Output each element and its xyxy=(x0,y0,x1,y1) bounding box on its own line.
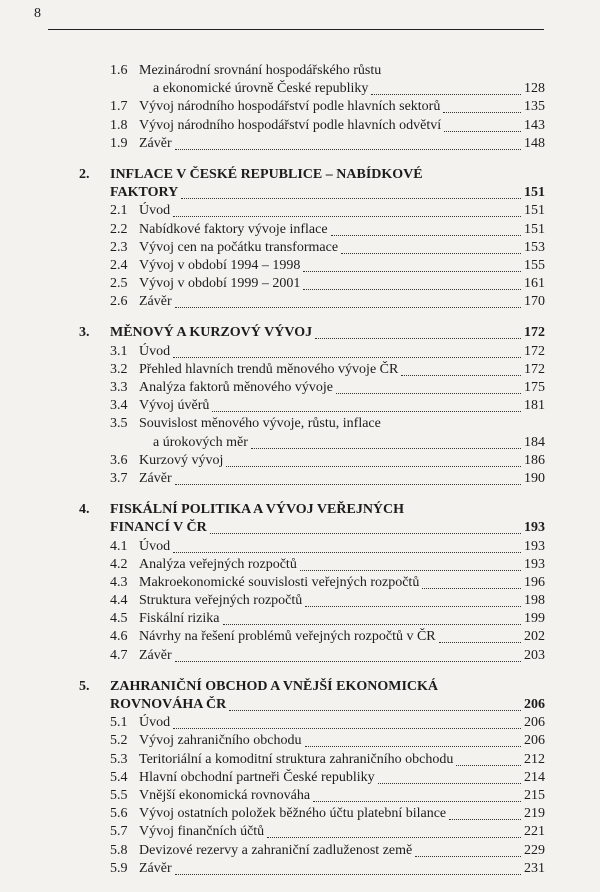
toc-entry xyxy=(0,80,600,98)
entry-title: INFLACE V ČESKÉ REPUBLICE – NABÍDKOVÉ xyxy=(110,166,423,182)
dot-leader xyxy=(175,660,521,662)
entry-title: Analýza faktorů měnového vývoje xyxy=(139,380,333,395)
entry-title: Závěr xyxy=(139,470,172,486)
dot-leader xyxy=(300,569,521,571)
toc-entry xyxy=(0,397,600,415)
dot-leader xyxy=(444,130,521,132)
toc-entry xyxy=(0,592,600,610)
entry-page: 161 xyxy=(524,276,545,292)
dot-leader xyxy=(401,374,521,376)
entry-number: 5.8 xyxy=(110,842,128,858)
entry-page: 206 xyxy=(524,733,545,749)
entry-page: 193 xyxy=(524,556,545,572)
entry-number: 5.4 xyxy=(110,769,128,785)
entry-number: 2.4 xyxy=(110,257,128,273)
entry-page: 135 xyxy=(524,99,545,115)
toc-entry xyxy=(0,239,600,257)
dot-leader xyxy=(223,623,522,625)
entry-number: 4.3 xyxy=(110,574,128,590)
dot-leader xyxy=(305,605,521,607)
entry-page: 151 xyxy=(524,203,545,219)
entry-number: 4. xyxy=(79,502,90,518)
entry-title: Devizové rezervy a zahraniční zadluženost země xyxy=(139,842,413,858)
entry-number: 3. xyxy=(79,325,90,341)
dot-leader xyxy=(173,551,521,553)
entry-title: Úvod xyxy=(139,538,171,554)
toc-entry xyxy=(0,842,600,860)
dot-leader xyxy=(303,270,521,272)
section-gap xyxy=(0,311,600,324)
entry-page: 186 xyxy=(524,452,545,468)
dot-leader xyxy=(229,709,521,711)
entry-title: FISKÁLNÍ POLITIKA A VÝVOJ VEŘEJNÝCH xyxy=(110,502,405,518)
dot-leader xyxy=(251,447,521,449)
toc-entry xyxy=(0,361,600,379)
toc-entry xyxy=(0,556,600,574)
entry-page: 151 xyxy=(524,221,545,237)
entry-title: Vývoj zahraničního obchodu xyxy=(139,733,302,749)
entry-page: 172 xyxy=(524,325,545,341)
entry-title: FAKTORY xyxy=(110,185,179,201)
entry-number: 5.5 xyxy=(110,787,128,803)
dot-leader xyxy=(226,465,521,467)
entry-number: 2.3 xyxy=(110,239,128,255)
toc-entry xyxy=(0,117,600,135)
entry-page: 198 xyxy=(524,593,545,609)
toc-entry xyxy=(0,221,600,239)
toc-entry xyxy=(0,769,600,787)
entry-title: MĚNOVÝ A KURZOVÝ VÝVOJ xyxy=(110,325,313,341)
toc-entry xyxy=(0,202,600,220)
entry-page: 203 xyxy=(524,647,545,663)
entry-page: 190 xyxy=(524,470,545,486)
entry-title: Vývoj ostatních položek běžného účtu platební bilance xyxy=(139,806,447,822)
entry-number: 3.5 xyxy=(110,416,128,432)
entry-page: 215 xyxy=(524,787,545,803)
toc-entry xyxy=(0,647,600,665)
toc-entry xyxy=(0,275,600,293)
entry-number: 2.6 xyxy=(110,294,128,310)
entry-number: 3.2 xyxy=(110,361,128,377)
entry-number: 4.2 xyxy=(110,556,128,572)
entry-page: 219 xyxy=(524,806,545,822)
entry-title: Závěr xyxy=(139,135,172,151)
entry-title: Kurzový vývoj xyxy=(139,452,224,468)
entry-page: 153 xyxy=(524,239,545,255)
entry-page: 221 xyxy=(524,824,545,840)
entry-title: Přehled hlavních trendů měnového vývoje ČR xyxy=(139,361,399,377)
entry-number: 5.6 xyxy=(110,806,128,822)
dot-leader xyxy=(212,410,521,412)
toc-entry xyxy=(0,62,600,80)
dot-leader xyxy=(267,836,521,838)
entry-number: 1.9 xyxy=(110,135,128,151)
entry-number: 4.4 xyxy=(110,593,128,609)
toc-entry xyxy=(0,538,600,556)
entry-number: 4.1 xyxy=(110,538,128,554)
entry-page: 184 xyxy=(524,434,545,450)
entry-title: Fiskální rizika xyxy=(139,611,220,627)
dot-leader xyxy=(173,215,521,217)
entry-number: 2.2 xyxy=(110,221,128,237)
entry-page: 151 xyxy=(524,185,545,201)
section-gap xyxy=(0,488,600,501)
entry-title: Analýza veřejných rozpočtů xyxy=(139,556,297,572)
entry-title: ROVNOVÁHA ČR xyxy=(110,697,227,712)
toc-entry xyxy=(0,257,600,275)
entry-page: 193 xyxy=(524,538,545,554)
entry-number: 3.6 xyxy=(110,452,128,468)
entry-page: 148 xyxy=(524,135,545,151)
entry-page: 143 xyxy=(524,117,545,133)
dot-leader xyxy=(371,93,521,95)
toc-chapter-entry xyxy=(0,696,600,714)
toc-entry xyxy=(0,714,600,732)
entry-title: FINANCÍ V ČR xyxy=(110,520,207,536)
entry-title: Vývoj úvěrů xyxy=(139,398,210,414)
toc-chapter-entry xyxy=(0,166,600,184)
entry-title: Mezinárodní srovnání hospodářského růstu xyxy=(139,63,382,78)
entry-number: 2.5 xyxy=(110,276,128,292)
dot-leader xyxy=(173,727,521,729)
entry-title: Závěr xyxy=(139,294,172,310)
dot-leader xyxy=(305,745,521,747)
entry-title: Vývoj národního hospodářství podle hlavních sektorů xyxy=(139,99,441,115)
entry-title: Vývoj v období 1999 – 2001 xyxy=(139,276,301,292)
section-gap xyxy=(0,665,600,678)
entry-number: 3.7 xyxy=(110,470,128,486)
toc-chapter-entry xyxy=(0,184,600,202)
entry-title: Vnější ekonomická rovnováha xyxy=(139,787,311,803)
toc-entry xyxy=(0,470,600,488)
entry-title: Hlavní obchodní partneři České republiky xyxy=(139,769,375,785)
entry-title: Nabídkové faktory vývoje inflace xyxy=(139,221,328,237)
toc-entry xyxy=(0,343,600,361)
entry-page: 172 xyxy=(524,343,545,359)
dot-leader xyxy=(443,111,521,113)
dot-leader xyxy=(175,873,521,875)
entry-number: 1.6 xyxy=(110,63,128,78)
dot-leader xyxy=(456,764,521,766)
entry-title: Vývoj cen na počátku transformace xyxy=(139,239,339,255)
entry-title: Struktura veřejných rozpočtů xyxy=(139,593,303,609)
entry-page: 202 xyxy=(524,629,545,645)
toc-chapter-entry xyxy=(0,324,600,342)
entry-number: 4.7 xyxy=(110,647,128,663)
dot-leader xyxy=(173,356,521,358)
entry-number: 5.9 xyxy=(110,860,128,876)
toc-entry xyxy=(0,415,600,433)
table-of-contents xyxy=(0,62,600,878)
entry-number: 5.3 xyxy=(110,751,128,767)
entry-title: Úvod xyxy=(139,343,171,359)
entry-title: a ekonomické úrovně České republiky xyxy=(153,81,369,97)
entry-title: a úrokových měr xyxy=(153,434,248,450)
dot-leader xyxy=(439,641,521,643)
entry-number: 5. xyxy=(79,678,90,694)
entry-title: Makroekonomické souvislosti veřejných rozpočtů xyxy=(139,574,420,590)
dot-leader xyxy=(422,587,521,589)
dot-leader xyxy=(449,818,521,820)
dot-leader xyxy=(415,855,521,857)
entry-page: 196 xyxy=(524,574,545,590)
entry-title: Úvod xyxy=(139,203,171,219)
entry-number: 1.8 xyxy=(110,117,128,133)
entry-page: 231 xyxy=(524,860,545,876)
entry-title: Závěr xyxy=(139,647,172,663)
entry-number: 3.1 xyxy=(110,343,128,359)
entry-number: 3.4 xyxy=(110,398,128,414)
entry-number: 3.3 xyxy=(110,380,128,395)
entry-page: 175 xyxy=(524,380,545,395)
dot-leader xyxy=(341,252,521,254)
entry-number: 1.7 xyxy=(110,99,128,115)
header-rule xyxy=(48,29,544,30)
entry-number: 4.6 xyxy=(110,629,128,645)
entry-page: 181 xyxy=(524,398,545,414)
entry-number: 2. xyxy=(79,166,90,182)
entry-number: 5.1 xyxy=(110,715,128,731)
toc-entry xyxy=(0,805,600,823)
dot-leader xyxy=(336,392,521,394)
entry-page: 155 xyxy=(524,257,545,273)
entry-page: 199 xyxy=(524,611,545,627)
toc-entry xyxy=(0,823,600,841)
section-gap xyxy=(0,153,600,166)
dot-leader xyxy=(313,800,521,802)
dot-leader xyxy=(210,532,521,534)
toc-entry xyxy=(0,135,600,153)
toc-chapter-entry xyxy=(0,519,600,537)
toc-entry xyxy=(0,751,600,769)
entry-page: 206 xyxy=(524,715,545,731)
entry-title: Vývoj národního hospodářství podle hlavních odvětví xyxy=(139,117,442,133)
toc-chapter-entry xyxy=(0,501,600,519)
dot-leader xyxy=(303,288,521,290)
dot-leader xyxy=(175,306,521,308)
entry-title: Souvislost měnového vývoje, růstu, inflace xyxy=(139,416,381,432)
toc-entry xyxy=(0,860,600,878)
entry-number: 5.7 xyxy=(110,824,128,840)
entry-title: Úvod xyxy=(139,715,171,731)
toc-entry xyxy=(0,98,600,116)
entry-title: Návrhy na řešení problémů veřejných rozpočtů v ČR xyxy=(139,629,436,645)
entry-page: 212 xyxy=(524,751,545,767)
dot-leader xyxy=(175,483,521,485)
toc-chapter-entry xyxy=(0,678,600,696)
toc-entry xyxy=(0,379,600,397)
entry-number: 5.2 xyxy=(110,733,128,749)
toc-entry xyxy=(0,787,600,805)
entry-title: Závěr xyxy=(139,860,172,876)
entry-page: 172 xyxy=(524,361,545,377)
dot-leader xyxy=(315,337,521,339)
toc-entry xyxy=(0,434,600,452)
entry-title: Vývoj finančních účtů xyxy=(139,824,265,840)
entry-title: Vývoj v období 1994 – 1998 xyxy=(139,257,301,273)
toc-entry xyxy=(0,610,600,628)
toc-entry xyxy=(0,293,600,311)
entry-title: Teritoriální a komoditní struktura zahraničního obchodu xyxy=(139,751,454,767)
dot-leader xyxy=(378,782,521,784)
entry-page: 206 xyxy=(524,697,545,712)
entry-title: ZAHRANIČNÍ OBCHOD A VNĚJŠÍ EKONOMICKÁ xyxy=(110,678,439,694)
toc-entry xyxy=(0,628,600,646)
entry-page: 128 xyxy=(524,81,545,97)
entry-page: 214 xyxy=(524,769,545,785)
toc-entry xyxy=(0,574,600,592)
entry-page: 170 xyxy=(524,294,545,310)
toc-entry xyxy=(0,732,600,750)
dot-leader xyxy=(331,234,521,236)
dot-leader xyxy=(175,148,521,150)
entry-number: 4.5 xyxy=(110,611,128,627)
entry-page: 193 xyxy=(524,520,545,536)
page-number: 8 xyxy=(34,6,41,21)
entry-page: 229 xyxy=(524,842,545,858)
entry-number: 2.1 xyxy=(110,203,128,219)
toc-entry xyxy=(0,452,600,470)
dot-leader xyxy=(181,197,521,199)
